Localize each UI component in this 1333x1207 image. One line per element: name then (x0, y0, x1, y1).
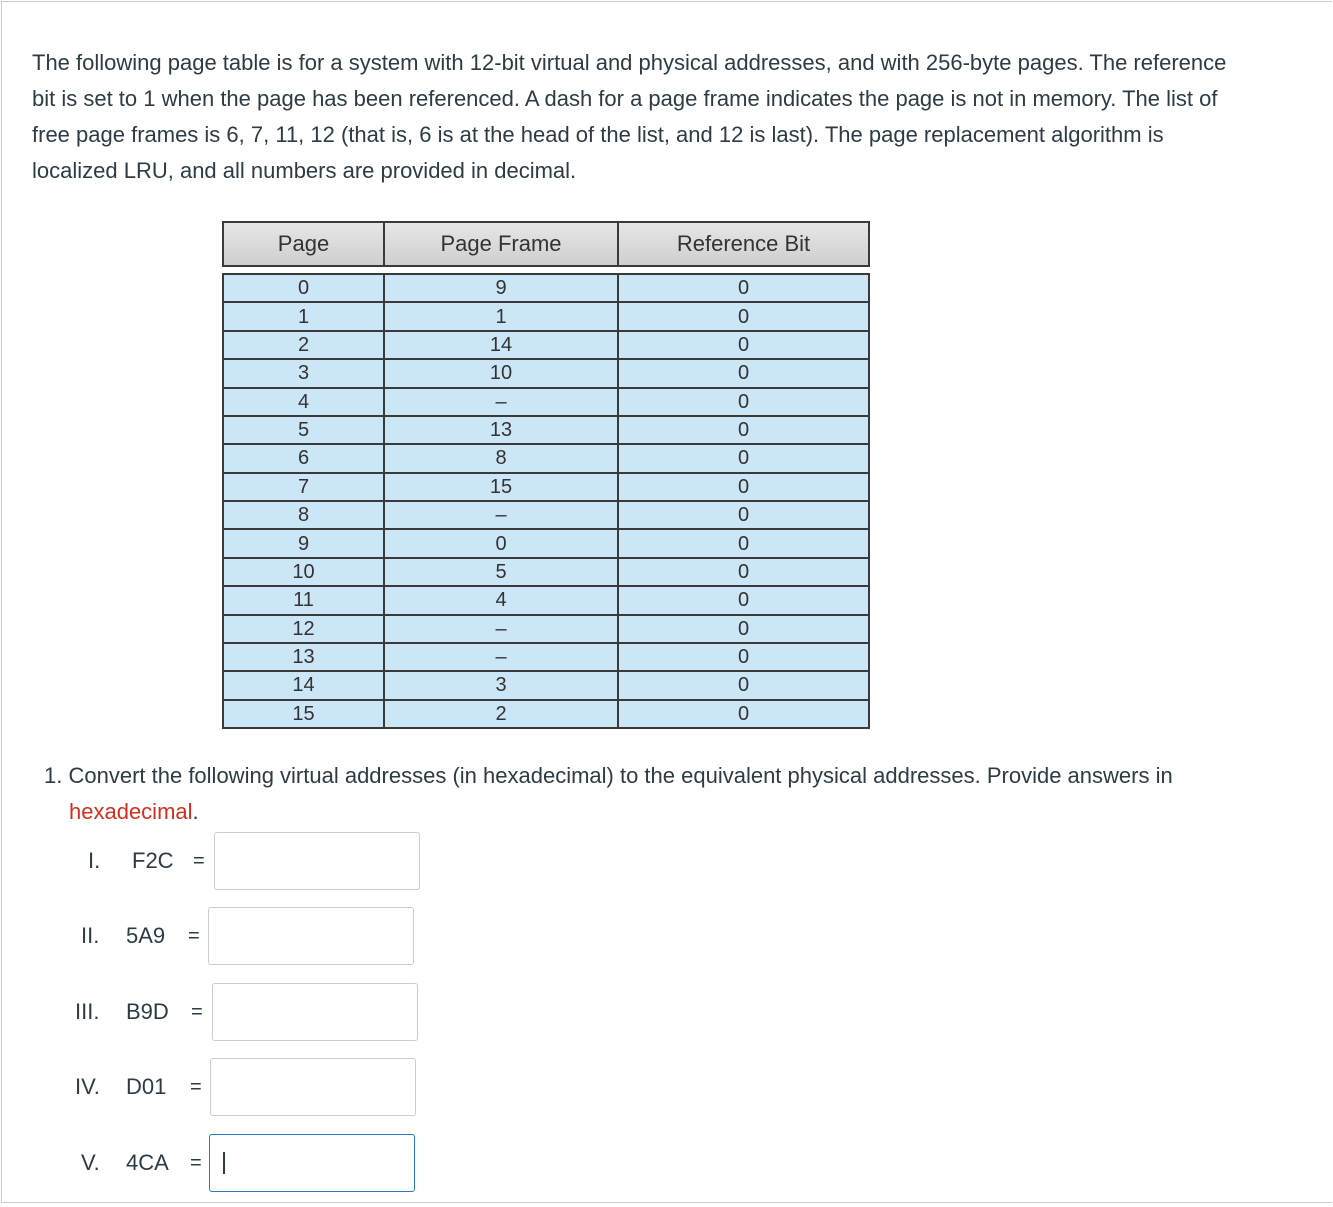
page-table-header (222, 221, 870, 267)
page-frame-cell: – (384, 615, 618, 643)
page-cell: 12 (223, 615, 384, 643)
virtual-address: F2C (132, 848, 174, 873)
reference-bit-cell: 0 (618, 473, 869, 501)
virtual-address: B9D (126, 999, 169, 1024)
question-text: Convert the following virtual addresses (in hexadecimal) to the equivalent physical addresses. Provide answers in (68, 763, 1173, 788)
table-row (223, 501, 869, 529)
reference-bit-cell: 0 (618, 615, 869, 643)
answer-roman-numeral: IV. (75, 1074, 100, 1099)
equals-sign: = (191, 1001, 203, 1023)
page-cell: 6 (223, 444, 384, 472)
equals-sign: = (188, 925, 200, 947)
column-header-page: Page (223, 222, 384, 266)
table-row (223, 274, 869, 302)
virtual-address: D01 (126, 1074, 167, 1099)
page-cell: 11 (223, 586, 384, 614)
reference-bit-cell: 0 (618, 529, 869, 557)
table-row (223, 529, 869, 557)
page-cell: 8 (223, 501, 384, 529)
page-frame-cell: 10 (384, 359, 618, 387)
question-highlight: hexadecimal (69, 799, 193, 824)
page-frame-cell: 9 (384, 274, 618, 302)
answer-row-4 (0, 1058, 420, 1116)
table-row (223, 700, 869, 728)
column-header-reference-bit: Reference Bit (618, 222, 869, 266)
table-row (223, 473, 869, 501)
answer-roman-numeral: V. (81, 1150, 100, 1175)
reference-bit-cell: 0 (618, 700, 869, 728)
answer-input-4[interactable] (210, 1058, 416, 1116)
page-cell: 10 (223, 558, 384, 586)
page-cell: 15 (223, 700, 384, 728)
page-cell: 13 (223, 643, 384, 671)
answer-input-5[interactable] (209, 1134, 415, 1192)
answer-row-3 (0, 983, 420, 1041)
page-frame-cell: – (384, 388, 618, 416)
page-frame-cell: 15 (384, 473, 618, 501)
virtual-address: 5A9 (126, 923, 166, 948)
reference-bit-cell: 0 (618, 274, 869, 302)
answer-row-5 (0, 1134, 420, 1192)
table-row (223, 331, 869, 359)
page-cell: 5 (223, 416, 384, 444)
page-frame-cell: – (384, 643, 618, 671)
answer-row-1 (0, 832, 420, 890)
reference-bit-cell: 0 (618, 444, 869, 472)
reference-bit-cell: 0 (618, 671, 869, 699)
page-frame-cell: 5 (384, 558, 618, 586)
page-cell: 4 (223, 388, 384, 416)
question-1 (44, 758, 1284, 830)
table-row (223, 643, 869, 671)
question-trailing: . (192, 799, 199, 824)
reference-bit-cell: 0 (618, 388, 869, 416)
page-frame-cell: 14 (384, 331, 618, 359)
page-cell: 7 (223, 473, 384, 501)
reference-bit-cell: 0 (618, 331, 869, 359)
page-frame-cell: 4 (384, 586, 618, 614)
answer-row-2 (0, 907, 420, 965)
reference-bit-cell: 0 (618, 643, 869, 671)
virtual-address: 4CA (126, 1150, 169, 1175)
page-cell: 9 (223, 529, 384, 557)
table-row (223, 302, 869, 330)
page-frame-cell: 1 (384, 302, 618, 330)
page-frame-cell: 0 (384, 529, 618, 557)
page-table-rows (223, 274, 869, 728)
table-row (223, 671, 869, 699)
answer-input-1[interactable] (214, 832, 420, 890)
page-frame-cell: 3 (384, 671, 618, 699)
page-frame-cell: – (384, 501, 618, 529)
reference-bit-cell: 0 (618, 501, 869, 529)
equals-sign: = (190, 1152, 202, 1174)
equals-sign: = (190, 1076, 202, 1098)
page-cell: 2 (223, 331, 384, 359)
reference-bit-cell: 0 (618, 586, 869, 614)
question-number: 1. (44, 763, 63, 788)
page-frame-cell: 8 (384, 444, 618, 472)
page-cell: 14 (223, 671, 384, 699)
answer-roman-numeral: II. (81, 923, 100, 948)
column-header-page-frame: Page Frame (384, 222, 618, 266)
reference-bit-cell: 0 (618, 416, 869, 444)
page-table (222, 273, 870, 729)
text-cursor (223, 1152, 225, 1174)
problem-description: The following page table is for a system with 12-bit virtual and physical addresses, and with 256-byte pages. The reference bit is set to 1 when the page has been referenced. A dash for a page frame indicates the page is not in memory. The list of free page frames is 6, 7, 11, 12 (that is, 6 is at the head of the list, and 12 is last). The page replacement algorithm is localized LRU, and all numbers are provided in decimal. (32, 50, 1227, 183)
table-row (223, 615, 869, 643)
table-row (223, 388, 869, 416)
table-row (223, 586, 869, 614)
reference-bit-cell: 0 (618, 558, 869, 586)
reference-bit-cell: 0 (618, 359, 869, 387)
table-row (223, 416, 869, 444)
table-row (223, 359, 869, 387)
answer-roman-numeral: III. (75, 999, 100, 1024)
table-row (223, 558, 869, 586)
page-cell: 0 (223, 274, 384, 302)
page-cell: 3 (223, 359, 384, 387)
answer-roman-numeral: I. (88, 848, 101, 873)
page-frame-cell: 2 (384, 700, 618, 728)
page-cell: 1 (223, 302, 384, 330)
reference-bit-cell: 0 (618, 302, 869, 330)
answer-input-2[interactable] (208, 907, 414, 965)
answer-input-3[interactable] (212, 983, 418, 1041)
table-row (223, 444, 869, 472)
equals-sign: = (193, 850, 205, 872)
page-frame-cell: 13 (384, 416, 618, 444)
